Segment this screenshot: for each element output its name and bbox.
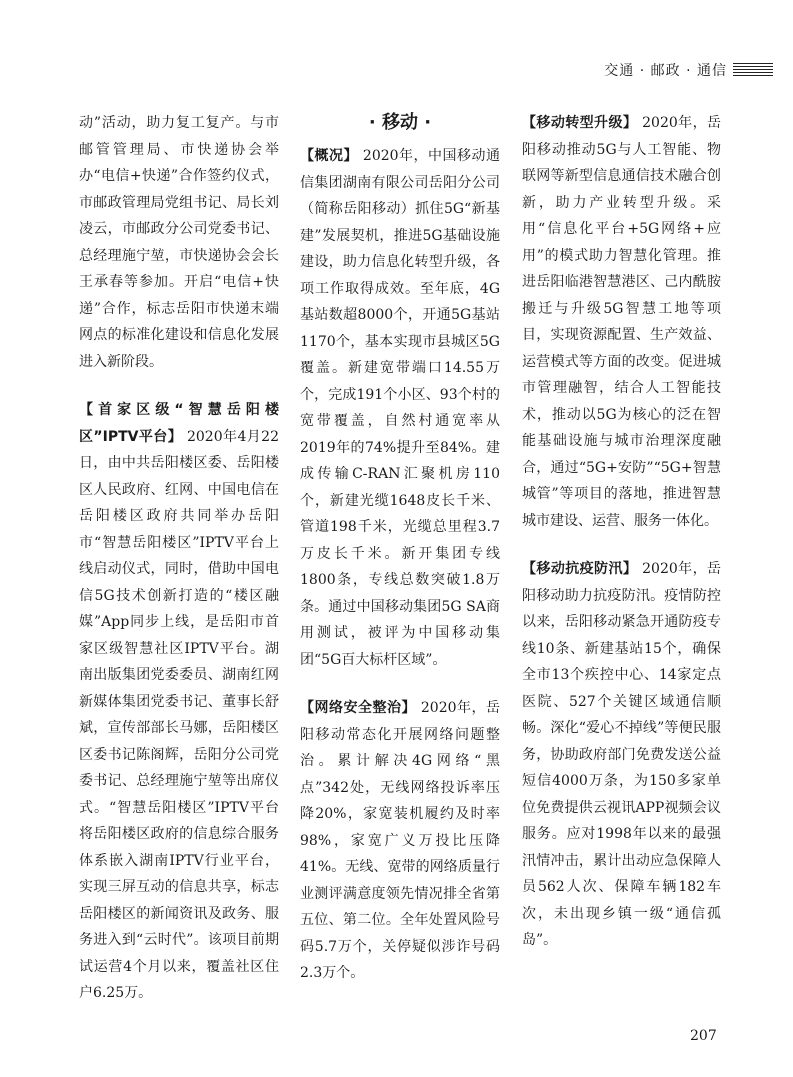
paragraph-body: 2020年，岳阳移动推动5G与人工智能、物联网等新型信息通信技术融合创新，助力产业转型升级。采用“信息化平台+5G网络+应用”的模式助力智慧化管理。推进岳阳临港智慧港区、己内酰胺搬迁与升级5G智慧工地等项目，实现资源配置、生产效益、运营模式等方面的改变。促进城市管理融智，结合人工智能技术，推动以5G为核心的泛在智能基础设施与城市治理深度融合，通过“5G+安防”“5G+智慧城管”等项目的落地，推进智慧城市建设、运营、服务一体化。 [522,115,721,529]
page-number: 207 [690,1028,717,1044]
paragraph-body: 2020年，岳阳移动助力抗疫防汛。疫情防控以来，岳阳移动紧急开通防疫专线10条、新建基站15个，确保全市13个疾控中心、14家定点医院、527个关键区域通信顺畅。深化“爱心不掉线”等便民服务，协助政府部门免费发送公益短信4000万条，为150多家单位免费提供云视讯APP视频会议服务。应对1998年以来的最强汛情冲击，累计出动应急保障人员562人次、保障车辆182车次，未出现乡镇一级“通信孤岛”。 [522,561,721,948]
column-right [522,110,721,954]
paragraph-transformation [522,110,721,534]
paragraph-continued: 动”活动，助力复工复产。与市邮管管理局、市快递协会举办“电信+快递”合作签约仪式，市邮政管理局党组书记、局长刘凌云，市邮政分公司党委书记、总经理施宁堃，市快递协会会长王承春等参加。开启“电信+快递”合作，标志岳阳市快递末端网点的标准化建设和信息化发展进入新阶段。 [79,115,279,370]
paragraph-iptv-platform [79,397,279,1007]
paragraph-heading: 【概况】 [300,148,358,164]
paragraph-body: 2020年，中国移动通信集团湖南有限公司岳阳分公司（简称岳阳移动）抓住5G“新基建”发展契机，推进5G基础设施建设，助力信息化转型升级，各项工作取得成效。至年底，4G基站数超8000个，开通5G基站1170个，基本实现市县城区5G覆盖。新建宽带端口14.55万个，完成191个小区、93个村的宽带覆盖，自然村通宽率从2019年的74%提升至84%。建成传输C-RAN汇聚机房110个，新建光缆1648皮长千米、管道198千米，光缆总里程3.7万皮长千米。新开集团专线1800条，专线总数突破1.8万条。通过中国移动集团5G SA商用测试，被评为中国移动集团“5G百大标杆区域”。 [300,148,500,668]
header-rule-lines [733,63,773,78]
paragraph-overview [300,143,500,673]
paragraph-body: 2020年，岳阳移动常态化开展网络问题整治。累计解决4G网络“黑点”342处，无线网络投诉率压降20%，家宽装机履约及时率98%，家宽广义万投比压降41%。无线、宽带的网络质量行业测评满意度领先情况排全省第五位、第二位。全年处置风险号码5.7万个，关停疑似涉诈号码2.3万个。 [300,700,500,981]
paragraph-heading: 【移动抗疫防汛】 [522,561,638,577]
paragraph-network-security [300,695,500,987]
section-title-mobile: · 移动 · [368,112,432,133]
paragraph-heading: 【移动转型升级】 [522,115,638,131]
section-header-title: 交通 · 邮政 · 通信 [604,63,727,79]
column-middle [300,110,500,987]
running-header [0,0,793,95]
paragraph-heading: 【网络安全整治】 [300,700,416,716]
paragraph-epidemic-flood [522,556,721,954]
paragraph-heading: 【首家区级“智慧岳阳楼区”IPTV平台】 [79,402,279,445]
paragraph-body: 2020年4月22日，由中共岳阳楼区委、岳阳楼区人民政府、红网、中国电信在岳阳楼区政府共同举办岳阳市“智慧岳阳楼区”IPTV平台上线启动仪式，同时，借助中国电信5G技术创新打造的“楼区融媒”App同步上线，是岳阳市首家区级智慧社区IPTV平台。湖南出版集团党委委员、湖南红网新媒体集团党委书记、董事长舒斌，宣传部部长马娜，岳阳楼区区委书记陈阁辉，岳阳分公司党委书记、总经理施宁堃等出席仪式。“智慧岳阳楼区”IPTV平台将岳阳楼区政府的信息综合服务体系嵌入湖南IPTV行业平台，实现三屏互动的信息共享，标志岳阳楼区的新闻资讯及政务、服务进入到“云时代”。该项目前期试运营4个月以来，覆盖社区住户6.25万。 [79,428,279,1001]
column-left [79,110,279,1007]
